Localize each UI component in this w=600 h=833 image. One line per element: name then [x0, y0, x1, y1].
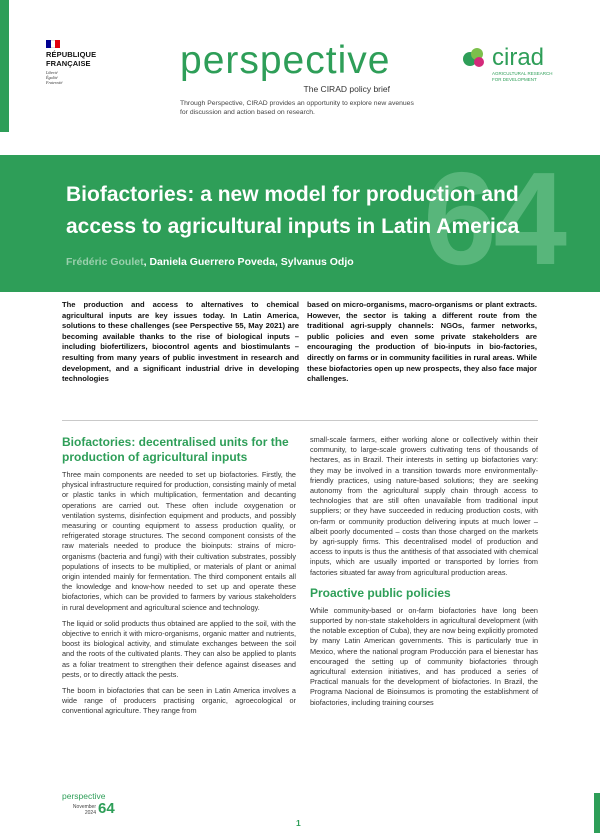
- section-heading: Biofactories: decentralised units for the production of agricultural inputs: [62, 435, 289, 464]
- body-column-right: [310, 435, 538, 714]
- gov-motto-line: Égalité: [46, 75, 58, 80]
- abstract-right: based on micro-organisms, macro-organisms or plant extracts. However, the sector is taking a different route from the traditional agri-supply channels: NGOs, farmer networks, public policies and even some private stakeholders are encouraging the production of bio-inputs in bio-factories, directly on farms or in community facilities in rural areas. While these biofactories open up new prospects, they also face major challenges.: [307, 300, 537, 384]
- government-logo: [46, 40, 136, 85]
- paragraph: While community-based or on-farm biofactories have long been supported by non-state stakeholders in agricultural development (with the notable exception of Cuba), they are now being explicitly promoted by many Latin American governments. This is particularly true in Mexico, where the national program Producción para el bienestar has encouraged the setting up of community biofactories through agricultural extension initiatives, and has produced a series of Practical manuals for the development of biofactories. In Brazil, the Programa Nacional de Bioinsumos is promoting the establishment of biofactories, including training courses: [310, 605, 538, 707]
- footer-date: [62, 804, 96, 816]
- page-number: 1: [296, 818, 301, 828]
- paragraph: The boom in biofactories that can be seen in Latin America involves a wide range of producers practising organic, agroecological or conventional agriculture. They range from: [62, 686, 296, 716]
- gov-name-line2: FRANÇAISE: [46, 58, 91, 68]
- paragraph: small-scale farmers, either working alone or collectively within their community, to large-scale growers cultivating tens of thousands of hectares, as in Brazil. Their interests in setting up biofactories vary: they may be involved in a transition towards more environmentally-friendly practices, using nature-based solutions; they are seeking autonomy from the agricultural supply chain through access to technologies that are still often unavailable from traditional input suppliers; or they have succeeded in reducing production costs, with on-farm or community production delivering inputs at much lower – albeit poorly documented – costs than those charged on the markets by agri-supply firms. This decentralised model of production and access to inputs is thus the antithesis of that associated with chemical inputs, which are usually imported or transported by lorries from factories situated far away from agricultural production areas.: [310, 435, 538, 577]
- page-title: Biofactories: a new model for production and access to agricultural inputs in Latin America: [66, 183, 520, 238]
- gov-name-line1: RÉPUBLIQUE: [46, 50, 97, 59]
- brand-description: Through Perspective, CIRAD provides an opportunity to explore new avenues for discussion and action based on research.: [180, 100, 414, 116]
- section-heading: Proactive public policies: [310, 585, 451, 600]
- footer-brand-block: [62, 791, 115, 816]
- org-tagline-line2: FOR DEVELOPMENT: [492, 77, 537, 82]
- cirad-logo: [462, 46, 582, 83]
- flag-icon: [46, 40, 60, 48]
- author-first: Frédéric Goulet: [66, 256, 144, 268]
- paragraph: Three main components are needed to set up biofactories. Firstly, the physical infrastructure required for production, consisting mainly of metal or plastic tanks in which multiplication, fermentation and decanting operations are carried out. These often include oxygenation or ventilation systems, disinfection equipment and products, and possibly measuring or counting equipment to assess production quality, or refrigerated storage structures. The second component consists of the raw materials needed to produce the bioinputs: strains of micro-organisms (bacteria and fungi) with their cultivation substrates, possibly populations of insects to be multiplied, or materials of plant or animal origin intended mainly for fermentation. The third component entails all the knowledge and know-how needed to set up and operate these biofactories, which can be provided to farmers by various stakeholders in rural development and agricultural science and technology.: [62, 470, 297, 612]
- abstract-left: The production and access to alternatives to chemical agricultural inputs are key issues today. In Latin America, solutions to these challenges (see Perspective 55, May 2021) are becoming available thanks to the rise of biological inputs – including biofertilizers, biocontrol agents and biostimulants – resulting from many years of public investment in research and development, and a significant industrial drive in developing technologies: [62, 300, 299, 384]
- org-name: cirad: [492, 44, 545, 71]
- body-column-left: [62, 435, 296, 723]
- brand-name: perspective: [180, 39, 391, 82]
- top-accent-strip: [0, 0, 9, 132]
- brand-block: [180, 39, 391, 94]
- org-tagline: [492, 71, 582, 83]
- gov-motto-line: Fraternité: [46, 80, 63, 85]
- bottom-accent-strip: [594, 793, 600, 833]
- cirad-leaf-icon: [462, 46, 488, 70]
- brand-subtitle: The CIRAD policy brief: [303, 84, 390, 94]
- issue-number-watermark: 64: [423, 155, 564, 292]
- gov-motto-line: Liberté: [46, 70, 58, 75]
- footer-month: November: [72, 804, 96, 810]
- footer-brand: perspective: [62, 791, 106, 801]
- footer-year: 2024: [84, 810, 96, 816]
- gov-motto: [46, 70, 136, 85]
- authors: [66, 256, 354, 268]
- title-band: [0, 155, 600, 292]
- org-tagline-line1: AGRICULTURAL RESEARCH: [492, 71, 553, 76]
- paragraph: The liquid or solid products thus obtained are applied to the soil, with the objective to enrich it with micro-organisms, organic matter and nutrients, boost its biological activity, and stimulate exchanges between the soil and the roots of the cultivated plants. They can also be applied to plants as a foliar treatment to strengthen their defence against diseases and pests, or to directly attack the pests.: [62, 618, 296, 679]
- footer-issue-number: 64: [98, 800, 115, 817]
- authors-rest: , Daniela Guerrero Poveda, Sylvanus Odjo: [143, 256, 354, 268]
- divider: [62, 420, 538, 421]
